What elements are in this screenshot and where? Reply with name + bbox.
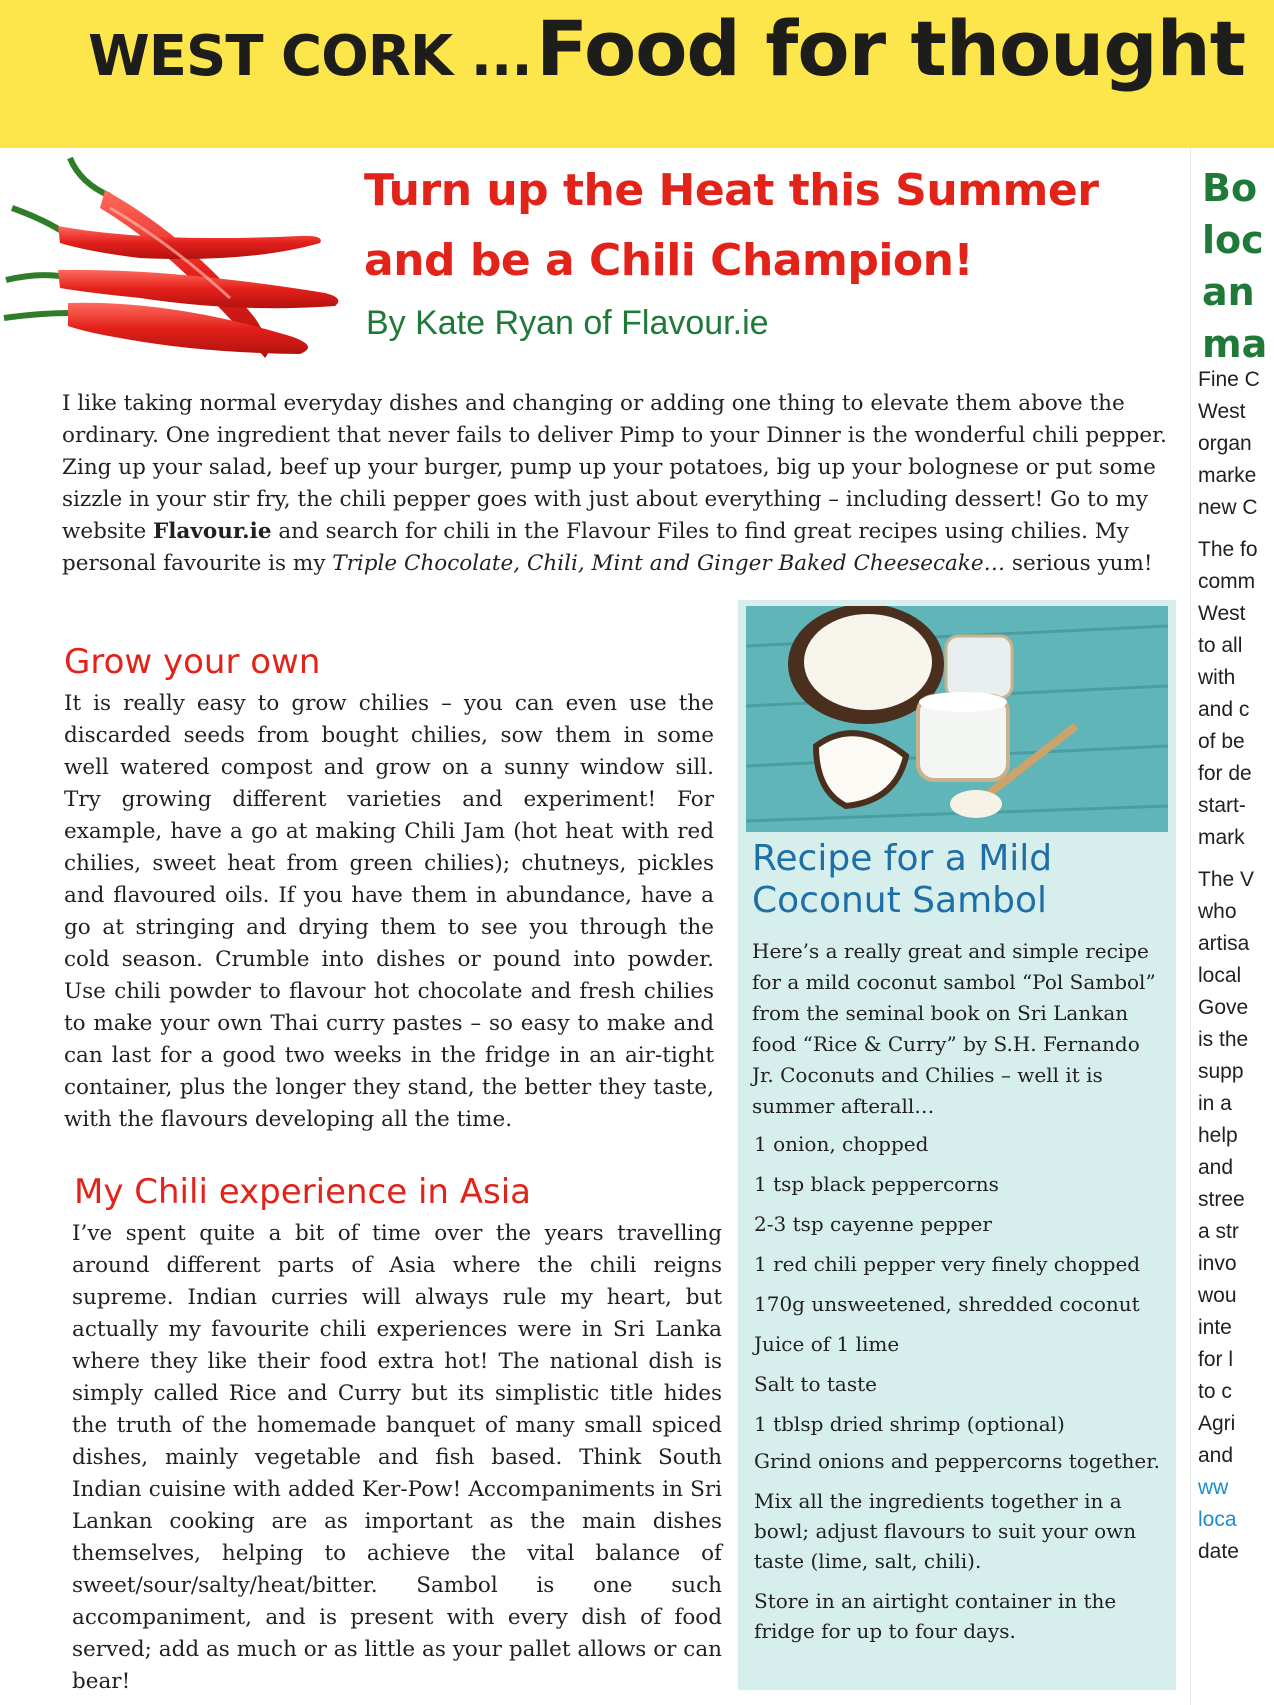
adjacent-text-line: mark — [1198, 826, 1245, 849]
masthead-banner — [0, 0, 1274, 148]
adjacent-text-line: Gove — [1198, 996, 1249, 1019]
intro-text-3: serious yum! — [1005, 551, 1153, 576]
recipe-sidebar — [738, 600, 1176, 1690]
adjacent-article-column — [1198, 148, 1274, 1705]
recipe-intro: Here’s a really great and simple recipe for a mild coconut sambol “Pol Sambol” from the seminal book on Sri Lankan food “Rice & Curry” by S.H. Fernando Jr. Coconuts and Chilies – well it is summer afterall… — [752, 939, 1156, 1118]
adjacent-text-line: for l — [1198, 1348, 1234, 1371]
adjacent-text-line: of be — [1198, 730, 1245, 753]
adjacent-text-line: with — [1198, 666, 1236, 689]
adjacent-article-text — [1198, 364, 1260, 1568]
adjacent-text-line: Fine C — [1198, 368, 1260, 391]
method-step: Grind onions and peppercorns together. — [754, 1449, 1160, 1473]
adjacent-heading-line: loc — [1202, 218, 1264, 262]
adjacent-text-line: marke — [1198, 464, 1257, 487]
adjacent-text-line: stree — [1198, 1188, 1245, 1211]
method-step: Store in an airtight container in the fridge for up to four days. — [754, 1589, 1117, 1643]
ingredient-item: Juice of 1 lime — [754, 1332, 900, 1356]
adjacent-text-line: The V — [1198, 868, 1255, 891]
recipe-title: Recipe for a Mild Coconut Sambol — [752, 838, 1053, 921]
adjacent-heading-line: ma — [1202, 322, 1268, 366]
adjacent-text-line: wou — [1198, 1284, 1237, 1307]
adjacent-text-line: to c — [1198, 1380, 1232, 1403]
adjacent-text-line: and — [1198, 1156, 1234, 1179]
section-body-asia: I’ve spent quite a bit of time over the years travelling around different parts of Asia where the chili reigns supreme. Indian curries will always rule my heart, but actually my favourite chili experiences were in Sri Lanka where they like their food extra hot! The national dish is simply called Rice and Curry but its simplistic title hides the truth of the homemade banquet of many small spiced dishes, mainly vegetable and fish based. Think South Indian cuisine with added Ker-Pow! Accompaniments in Sri Lankan cooking are as important as the main dishes themselves, helping to achieve the vital balance of sweet/sour/salty/heat/bitter. Sambol is one such accompaniment, and is present with every dish of food served; add as much or as little as your pallet allows or can bear! — [72, 1221, 722, 1694]
adjacent-text-line: local — [1198, 964, 1242, 987]
red-chili-peppers-image — [0, 148, 370, 383]
adjacent-text-line: in a — [1198, 1092, 1232, 1115]
adjacent-text-line: artisa — [1198, 932, 1250, 955]
ingredient-item: 1 tsp black peppercorns — [754, 1172, 999, 1196]
adjacent-heading-line: an — [1202, 270, 1255, 314]
intro-website-link: Flavour.ie — [153, 519, 272, 544]
ingredient-item: 1 red chili pepper very finely chopped — [754, 1252, 1141, 1276]
adjacent-text-line: The fo — [1198, 538, 1258, 561]
ingredient-item: 1 onion, chopped — [754, 1132, 929, 1156]
adjacent-text-line: help — [1198, 1124, 1238, 1147]
ingredient-item: 2-3 tsp cayenne pepper — [754, 1212, 992, 1236]
adjacent-text-line: ww — [1198, 1476, 1229, 1499]
article-intro — [62, 388, 1182, 580]
coconut-oil-jars-image — [746, 606, 1168, 832]
adjacent-text-line: inte — [1198, 1316, 1232, 1339]
adjacent-text-line: new C — [1198, 496, 1258, 519]
adjacent-article-heading — [1202, 162, 1267, 370]
adjacent-text-line: supp — [1198, 1060, 1244, 1083]
adjacent-heading-line: Bo — [1202, 166, 1258, 210]
adjacent-text-line: start- — [1198, 794, 1246, 817]
section-body-grow: It is really easy to grow chilies – you can even use the discarded seeds from bought chilies, sow them in some well watered compost and grow on a sunny window sill. Try growing different varieties and experiment! For example, have a go at making Chili Jam (hot heat with red chilies, sweet heat from green chilies); chutneys, pickles and flavoured oils. If you have them in abundance, have a go at stringing and drying them to see you through the cold season. Crumble into dishes or pound into powder. Use chili powder to flavour hot chocolate and fresh chilies to make your own Thai curry pastes – so easy to make and can last for a good two weeks in the fridge in an air-tight container, plus the longer they stand, the better they taste, with the flavours developing all the time. — [64, 691, 714, 1132]
column-divider — [1190, 148, 1191, 1705]
adjacent-text-line: for de — [1198, 762, 1252, 785]
ingredient-item: 1 tblsp dried shrimp (optional) — [754, 1412, 1065, 1436]
adjacent-text-line: and — [1198, 1444, 1234, 1467]
adjacent-text-line: West — [1198, 400, 1246, 423]
adjacent-text-line: is the — [1198, 1028, 1249, 1051]
adjacent-text-line: and c — [1198, 698, 1250, 721]
adjacent-text-line: to all — [1198, 634, 1243, 657]
recipe-method — [754, 1446, 1164, 1656]
ingredient-list — [754, 1124, 1164, 1444]
adjacent-text-line: invo — [1198, 1252, 1237, 1275]
ingredient-item: 170g unsweetened, shredded coconut — [754, 1292, 1140, 1316]
intro-text-2: and search for chili in the Flavour Files to find great recipes using chilies. My personal favourite is my — [62, 519, 1129, 576]
intro-text-1: I like taking normal everyday dishes and changing or adding one thing to elevate them above the ordinary. One ingredient that never fails to deliver Pimp to your Dinner is the wonderful chili pepper. Zing up your salad, beef up your burger, pump up your potatoes, big up your bolognese or put some sizzle in your stir fry, the chili pepper goes with just about everything – including dessert! Go to my website — [62, 391, 1167, 544]
masthead-part2: Food for thought — [536, 4, 1246, 93]
ingredient-item: Salt to taste — [754, 1372, 877, 1396]
article-headline: Turn up the Heat this Summer and be a Chili Champion! — [364, 165, 1099, 286]
adjacent-text-line: Agri — [1198, 1412, 1236, 1435]
section-heading-grow: Grow your own — [64, 642, 321, 682]
section-heading-asia: My Chili experience in Asia — [74, 1172, 532, 1212]
article-byline: By Kate Ryan of Flavour.ie — [366, 304, 769, 342]
intro-favourite-recipe: Triple Chocolate, Chili, Mint and Ginger Baked Cheesecake… — [332, 551, 1006, 576]
adjacent-text-line: date — [1198, 1540, 1239, 1563]
masthead-title — [88, 4, 1245, 93]
adjacent-text-line: who — [1198, 900, 1237, 923]
adjacent-text-line: a str — [1198, 1220, 1239, 1243]
page-body — [0, 148, 1274, 1705]
masthead-part1: WEST CORK ... — [88, 24, 532, 89]
adjacent-text-line: comm — [1198, 570, 1256, 593]
adjacent-text-line: loca — [1198, 1508, 1237, 1531]
method-step: Mix all the ingredients together in a bowl; adjust flavours to suit your own taste (lime, salt, chili). — [754, 1489, 1137, 1573]
adjacent-text-line: West — [1198, 602, 1246, 625]
adjacent-text-line: organ — [1198, 432, 1252, 455]
